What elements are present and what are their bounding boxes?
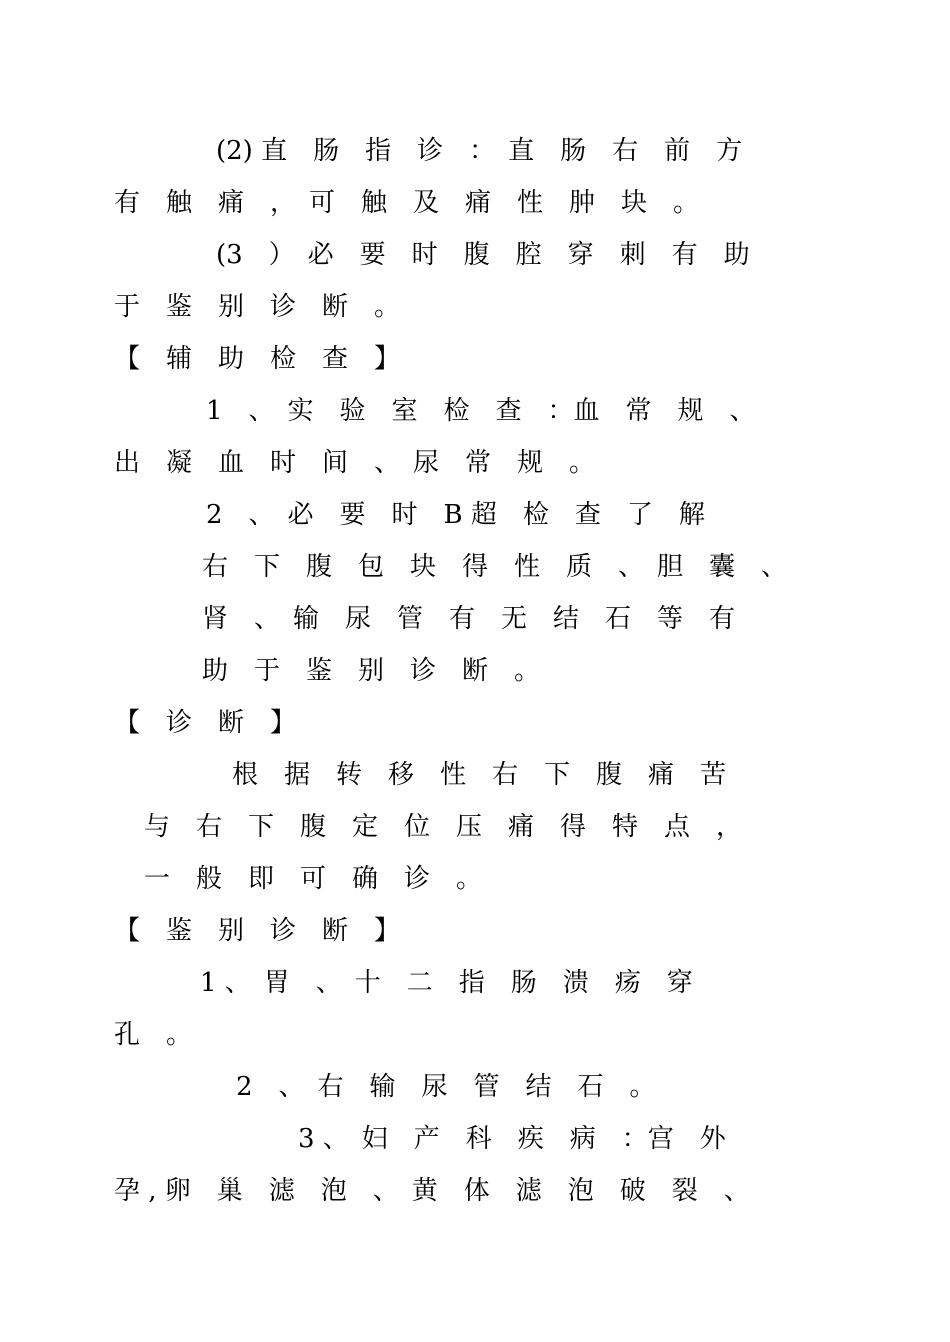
text-line-3: (3 ） 必 要 时 腹 腔 穿 刺 有 助 [216,240,750,270]
text-line-8: 2 、 必 要 时 B 超 检 查 了 解 [206,500,705,530]
text-line-17: 1 、 胃 、 十 二 指 肠 溃 疡 穿 [200,968,693,998]
text-line-13: 根 据 转 移 性 右 下 腹 痛 苦 [232,760,727,790]
section-heading-differential-diagnosis: 【 鉴 别 诊 断 】 [114,916,401,946]
section-heading-diagnosis: 【 诊 断 】 [114,708,297,738]
text-line-21: 孕 , 卵 巢 滤 泡 、 黄 体 滤 泡 破 裂 、 [114,1176,750,1206]
text-line-2: 有 触 痛 ， 可 触 及 痛 性 肿 块 。 [114,188,700,218]
text-line-14: 与 右 下 腹 定 位 压 痛 得 特 点 ， [144,812,743,842]
section-heading-auxiliary-exam: 【 辅 助 检 查 】 [114,344,401,374]
text-line-20: 3 、 妇 产 科 疾 病 ：宫 外 [298,1124,726,1154]
text-line-1: (2) 直 肠 指 诊 ： 直 肠 右 前 方 [216,136,743,166]
text-line-19: 2 、 右 输 尿 管 结 石 。 [236,1072,656,1102]
text-line-6: 1 、 实 验 室 检 查 ：血 常 规 、 [206,396,756,426]
text-line-7: 出 凝 血 时 间 、 尿 常 规 。 [114,448,596,478]
text-line-11: 助 于 鉴 别 诊 断 。 [202,656,541,686]
text-line-10: 肾 、 输 尿 管 有 无 结 石 等 有 [202,604,736,634]
text-line-4: 于 鉴 别 诊 断 。 [114,292,401,322]
text-line-15: 一 般 即 可 确 诊 。 [144,864,483,894]
text-line-18: 孔 。 [114,1020,193,1050]
text-line-9: 右 下 腹 包 块 得 性 质 、 胆 囊 、 [202,552,788,582]
